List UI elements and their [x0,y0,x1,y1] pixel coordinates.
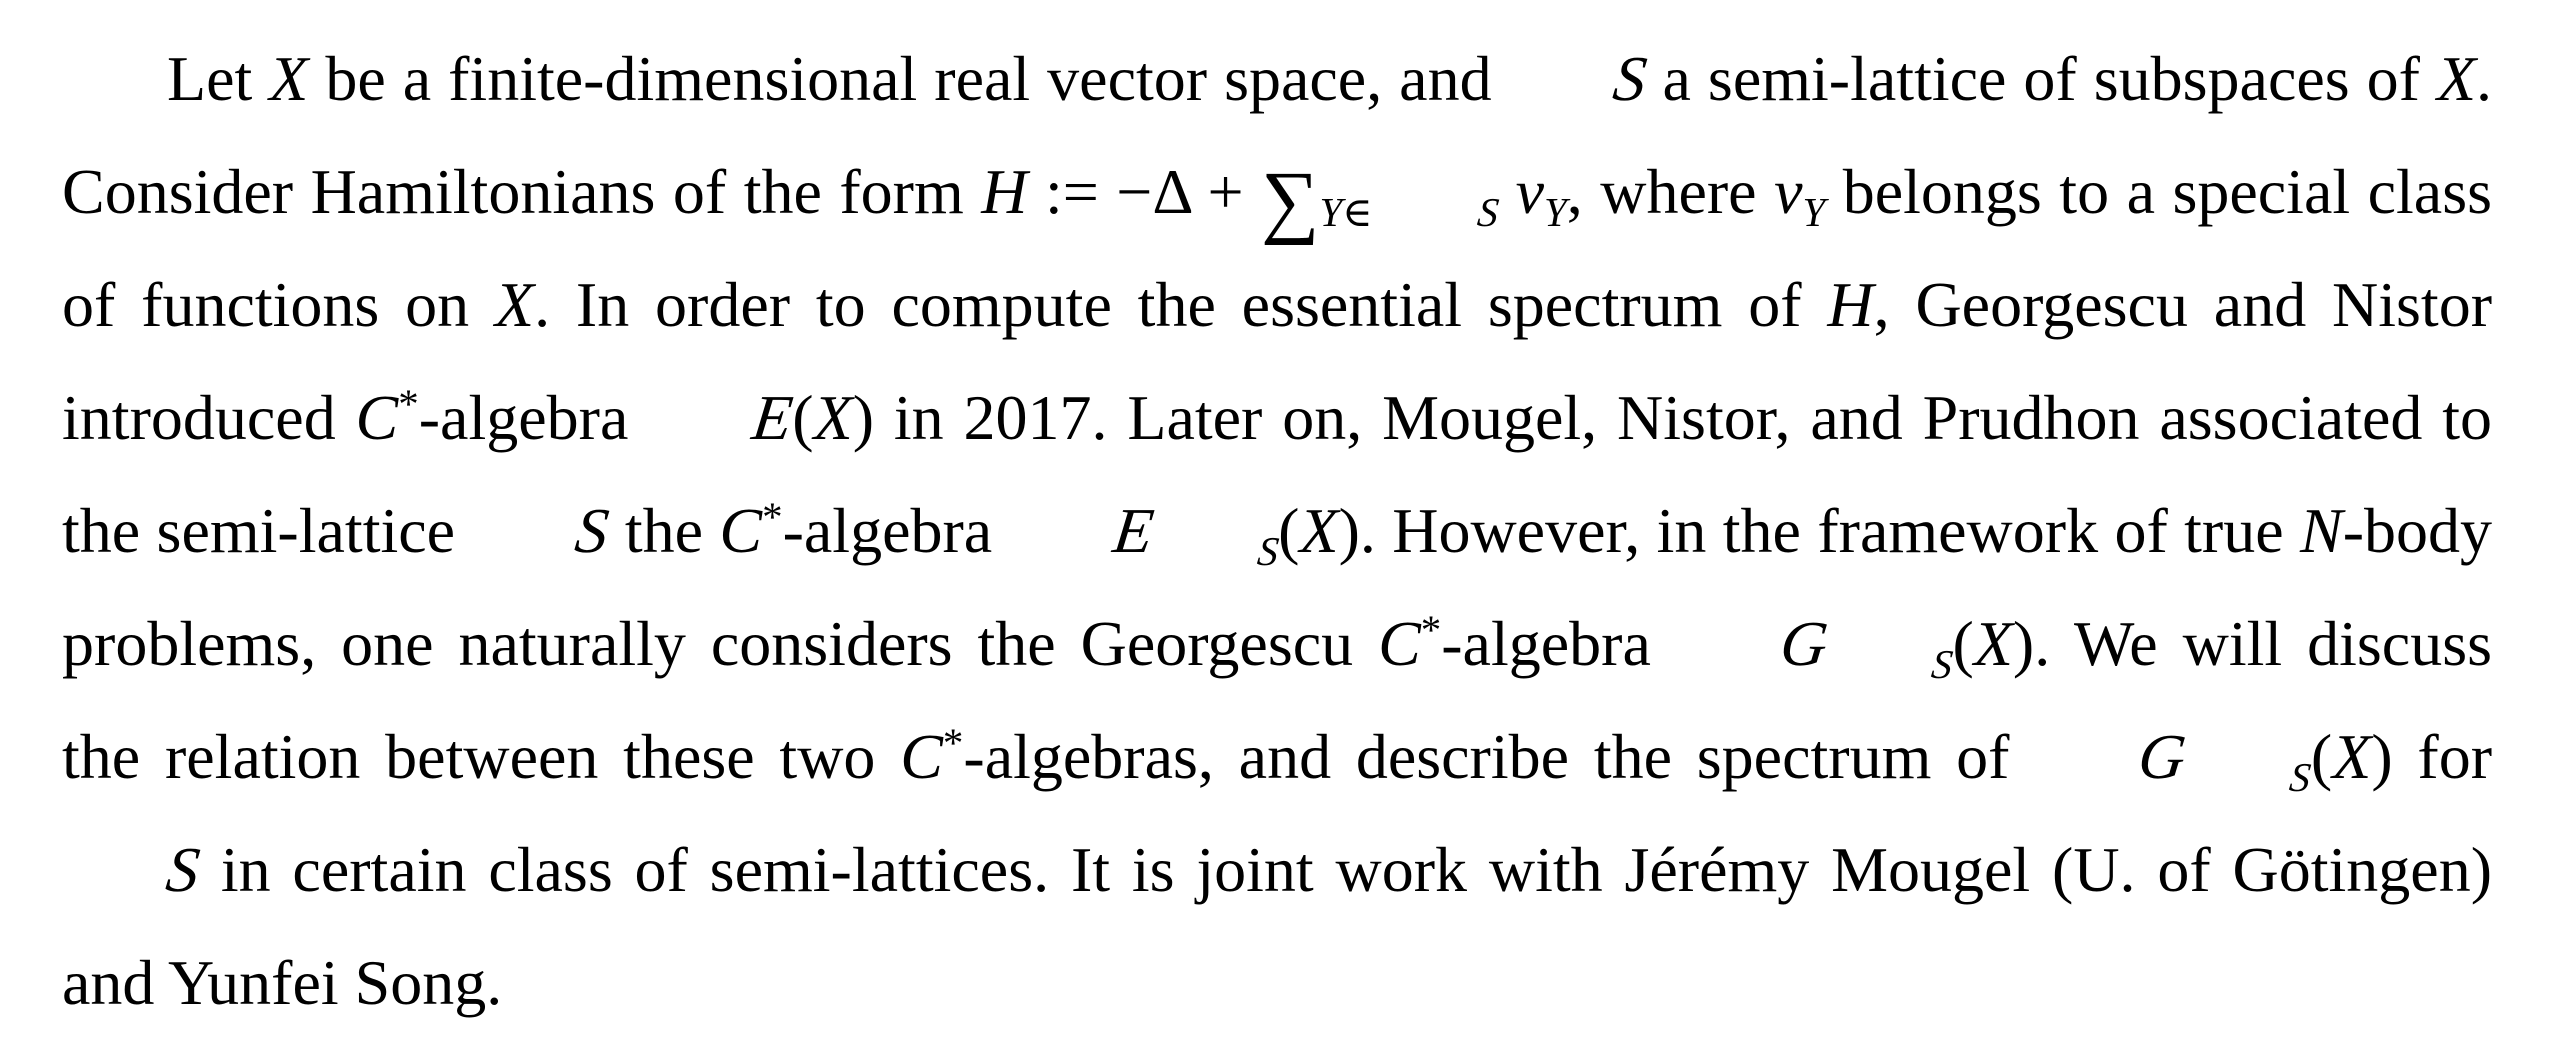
text-segment: H [1827,269,1874,340]
text-segment: v [1774,156,1803,227]
text-segment: ) for [2371,721,2493,792]
text-segment: C [1378,608,1421,679]
text-segment: -algebras, and describe the spectrum of [963,721,2035,792]
text-segment: * [762,493,783,540]
text-segment: * [398,380,419,427]
text-segment: ) in 2017. Later on, Mougel, Nistor, and Prudhon associated to the semi-lattice [62,382,2493,566]
text-segment: ). We will discuss the relation between these two [62,608,2493,792]
text-segment: ∈ [1342,189,1373,236]
text-segment: . Consider Hamiltonians of the form [62,43,2493,227]
text-segment: X [1299,495,1339,566]
text-segment: H [981,156,1028,227]
text-segment: , where [1566,156,1775,227]
text-segment: G [1776,608,1832,679]
text-segment: X [813,382,853,453]
text-segment: ). However, in the framework of true [1338,495,2301,566]
text-segment: ( [792,382,814,453]
text-segment: N [2300,495,2343,566]
text-segment: -algebra [418,382,649,453]
abstract-paragraph: Let X be a finite-dimensional real vector space, and S a semi-lattice of subspaces of X. Consider Hamiltonians of the form H := $-\Delta + \sum_{Y\in}$ S $v_Y$, where $v_Y$ belongs to a special class of functions on X. In order to compute the essential spectrum of H, Georgescu and Nistor introduced C*-algebra E(X) in 2017. Later on, Mougel, Nistor, and Prudhon associated to the semi-lattice S the C*-algebra E S(X). However, in the framework of true N-body problems, one naturally considers the Georgescu C*-algebra G S(X). We will discuss the relation between these two C*-algebras, and describe the spectrum of G S(X) for S in certain class of semi-lattices. It is joint work with Jérémy Mougel (U. of Götingen) and Yunfei Song. [62,22,2492,1039]
text-segment: E [748,382,797,453]
text-segment: , Georgescu and Nistor introduced [62,269,2493,453]
text-segment: the [608,495,720,566]
text-segment: S [162,834,204,905]
text-segment: * [1420,606,1442,653]
text-segment: Y [1543,189,1567,236]
text-segment: Y [1319,189,1343,236]
text-segment: ( [1952,608,1974,679]
text-segment: G [2134,721,2190,792]
text-segment: -algebra [1441,608,1676,679]
text-segment: -algebra [782,495,1009,566]
text-segment: X [494,269,535,340]
text-segment: belongs to a special class of functions on [62,156,2493,340]
text-segment: a semi-lattice of subspaces of [1645,43,2437,114]
text-segment: in certain class of semi-lattices. It is joint work with Jérémy Mougel (U. of Götingen) and Yunfei Song. [62,834,2492,1018]
text-segment: Let [167,43,270,114]
text-segment: C [719,495,763,566]
text-segment: := −Δ + [1027,156,1262,227]
text-segment: be a finite-dimensional real vector space, and [308,43,1509,114]
text-segment: X [269,43,309,114]
text-segment: ( [2310,721,2333,792]
text-segment: ∑ [1261,154,1320,246]
text-segment: C [900,721,943,792]
text-segment: * [942,719,964,766]
text-segment: -body problems, one naturally considers the Georgescu [62,495,2493,679]
text-segment: Y [1802,189,1826,236]
text-segment: X [1973,608,2013,679]
text-segment: E [1109,495,1158,566]
text-segment: S [572,495,613,566]
text-segment: . In order to compute the essential spectrum of [534,269,1828,340]
text-segment [1498,156,1515,227]
text-segment: ( [1278,495,1300,566]
text-segment: C [355,382,399,453]
text-segment: v [1515,156,1544,227]
text-segment: X [2436,43,2477,114]
text-segment: X [2332,721,2372,792]
text-segment: S [1609,43,1650,114]
